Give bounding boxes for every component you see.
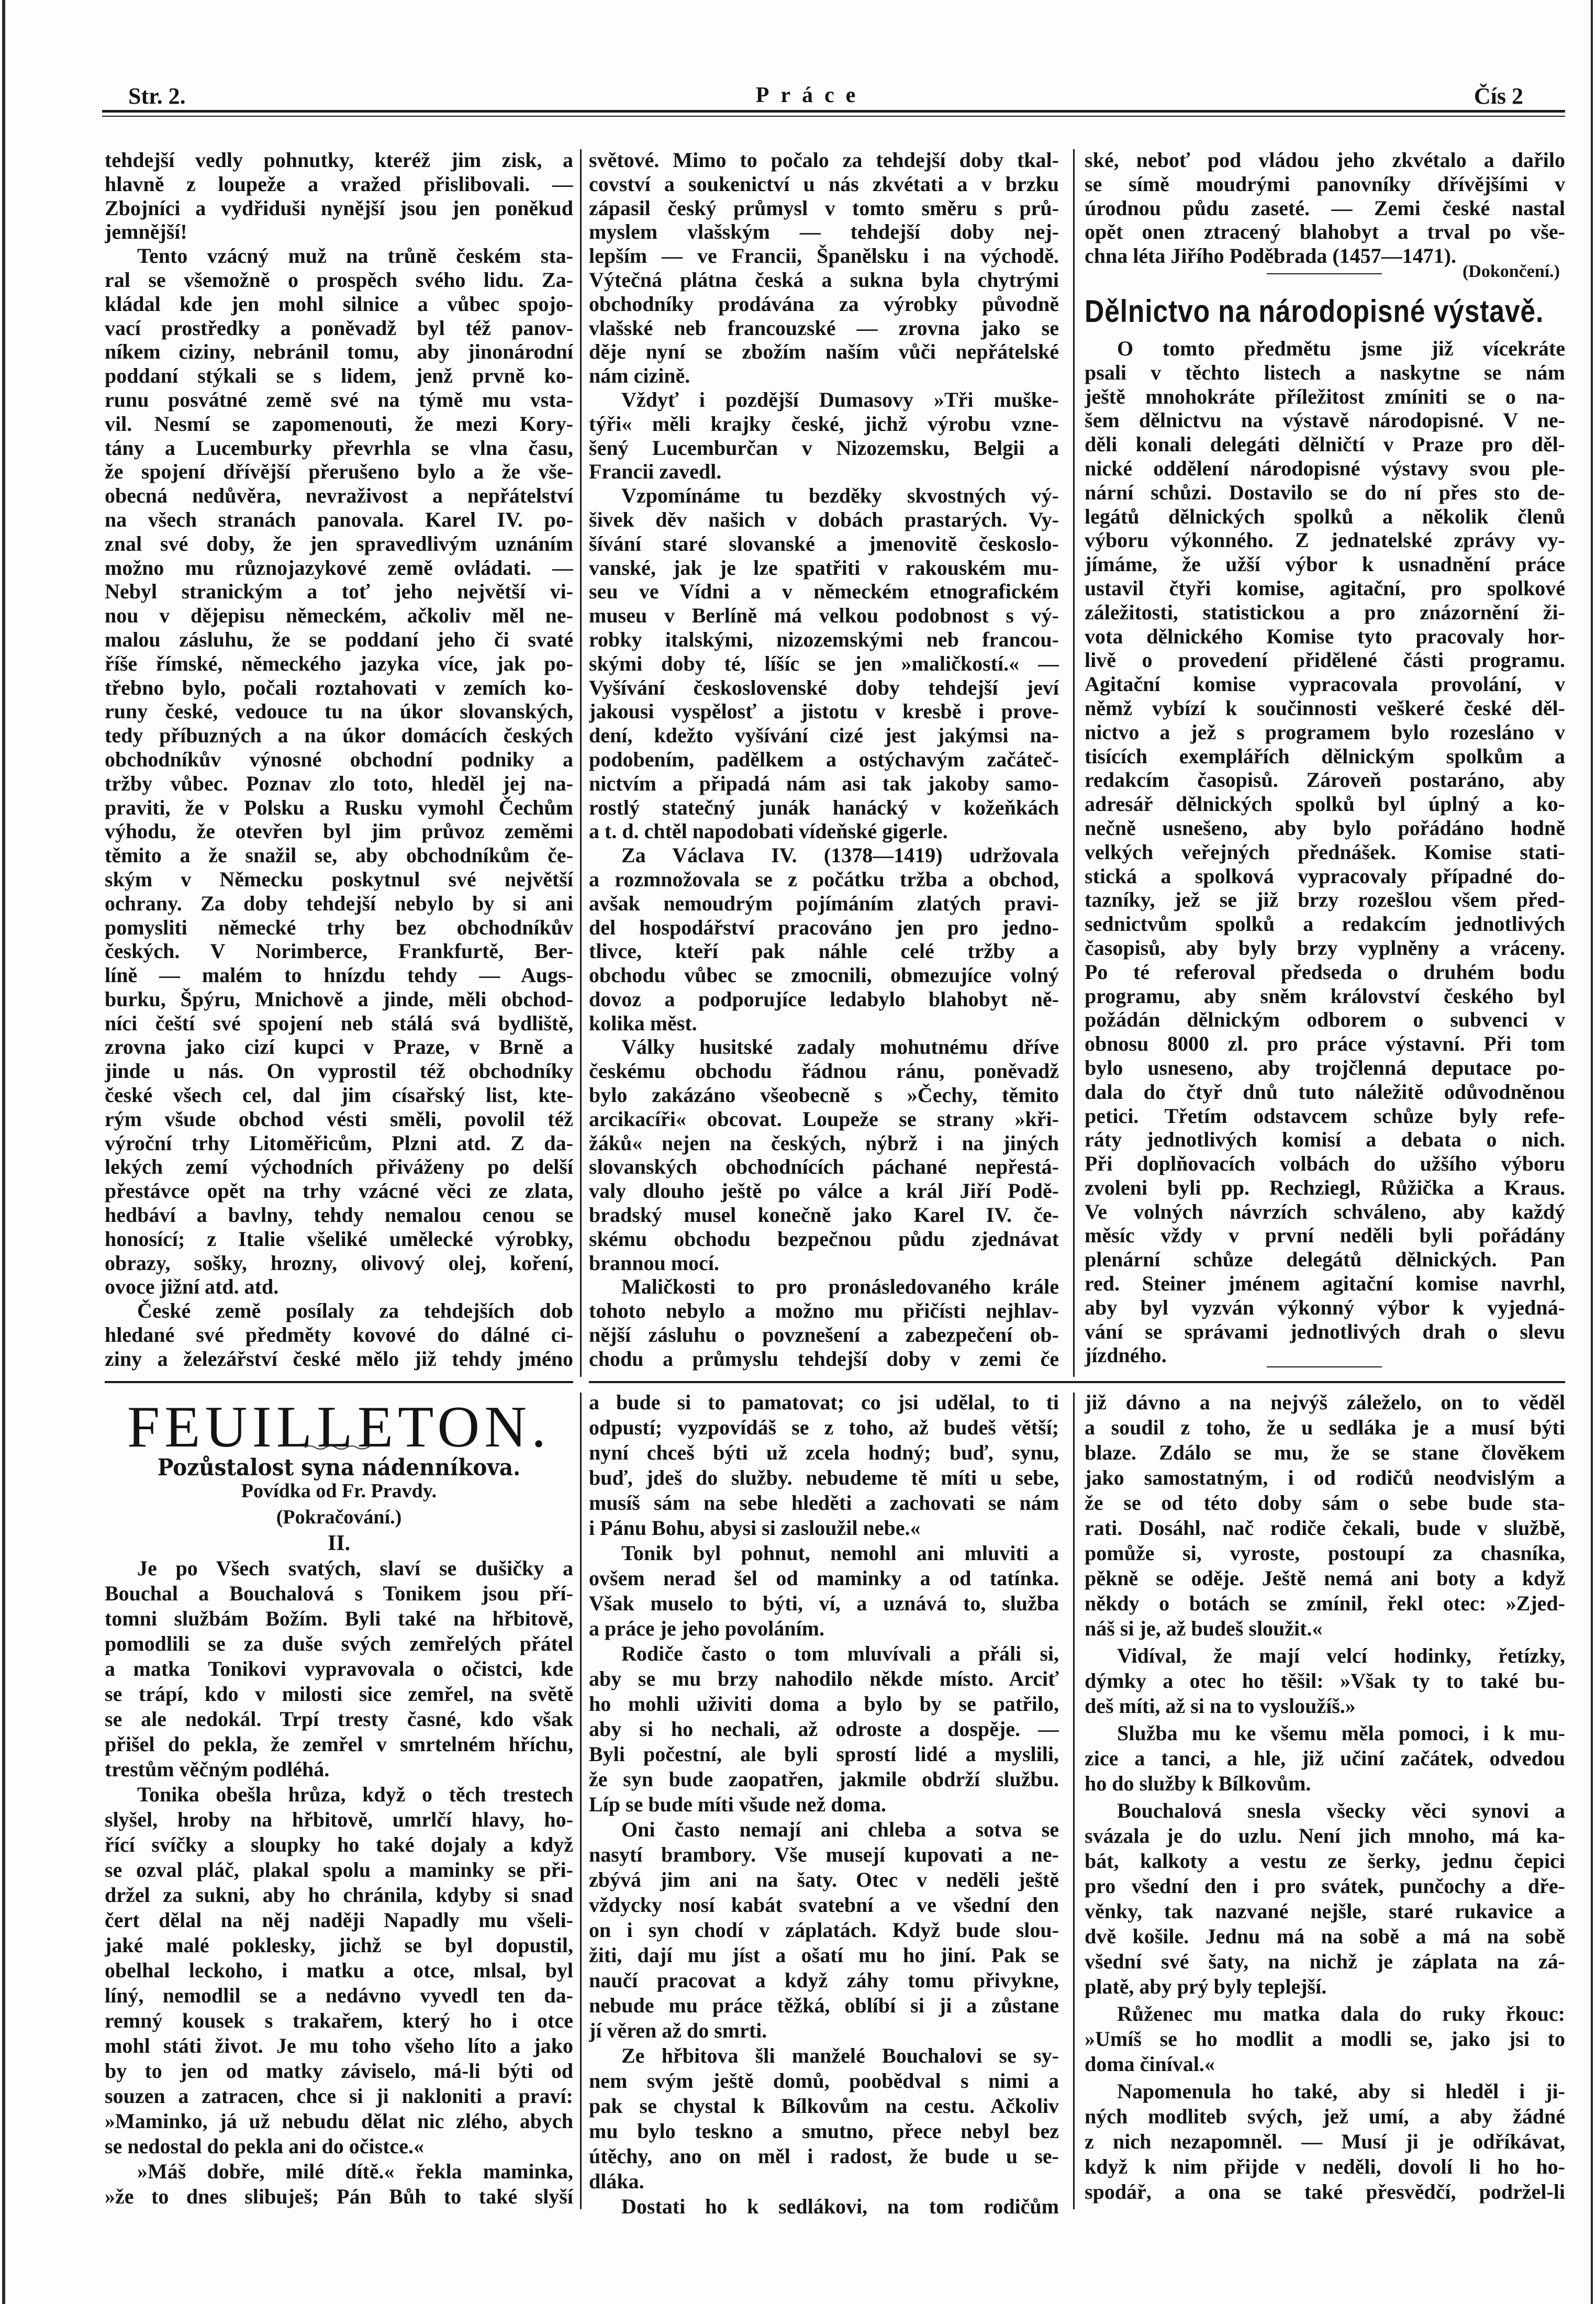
paragraph — [1085, 2001, 1565, 2077]
text-line: hedbáví a bavlny, tehdy nemalou cenou se — [105, 1203, 573, 1227]
text-line: programu, aby sněm království českého byl — [1085, 984, 1565, 1008]
text-line: říše římské, německého jazyka více, jak po- — [105, 651, 573, 675]
text-line: »Máš dobře, milé dítě.« řekla maminka, — [137, 2160, 573, 2183]
text-line: Ve volných návrzích schváleno, aby každý — [1085, 1199, 1565, 1223]
text-line: šem dělnictvu na výstavě národopisné. V ne- — [1085, 408, 1565, 432]
paragraph — [589, 1390, 1059, 1541]
paragraph — [589, 148, 1059, 388]
text-line: skými doby té, líšíc se jen »maličkostí.« — — [589, 651, 1059, 675]
chapter-number: II. — [327, 1531, 351, 1555]
text-line: možno mu různojazykové země ovládati. — — [105, 555, 573, 580]
text-line: obnosu 8000 zl. pro práce výstavní. Při tom — [1085, 1032, 1565, 1056]
text-line: robky italskými, nizozemskými neb francou- — [589, 627, 1059, 651]
continuation-note: (Pokračování.) — [276, 1506, 402, 1528]
article-column-1 — [105, 148, 573, 1371]
text-line: seu ve Vídni a v německém etnografickém — [589, 580, 1059, 604]
feuilleton-column-2 — [589, 1390, 1059, 2219]
text-line: remný kousek s trakařem, který ho i otce — [105, 2009, 573, 2032]
text-line: musíš sám na sebe hleděti a zachovati se nám — [589, 1491, 1059, 1515]
text-line: ho do služby k Bílkovům. — [1085, 1772, 1311, 1795]
text-line: ovšem nerad šel od maminky a od tatínka. — [589, 1566, 1059, 1590]
text-line: tohoto nebylo a možno mu přičísti nejhlav- — [589, 1299, 1059, 1323]
text-line: rati. Dosáhl, nač rodiče čekali, bude v službě, — [1085, 1516, 1565, 1540]
text-line: někdy o botách se zmínil, řekl otec: »Zjed- — [1085, 1591, 1565, 1615]
text-line: měsíc vždy v první neděli byli pořádány — [1085, 1223, 1565, 1248]
separator-rule — [1267, 1366, 1382, 1367]
column-divider — [1073, 1393, 1075, 2209]
text-line: pomůže si, vyroste, postoupí za chasníka, — [1085, 1541, 1565, 1565]
text-line: red. Steiner jménem agitační komise navrhl, — [1085, 1272, 1565, 1296]
text-line: praviti, že v Polsku a Rusku vymohl Čechům — [105, 795, 573, 819]
paragraph — [589, 1817, 1059, 2043]
text-line: pomodlili se za duše svých zemřelých přátel — [105, 1632, 573, 1655]
text-line: obchodníkův výnosné obchodní podniky a — [105, 747, 573, 771]
text-line: třebno bylo, počali roztahovati v zemích ko- — [105, 675, 573, 699]
text-line: a t. d. chtěl napodobati vídeňské gigerle. — [589, 819, 948, 843]
text-line: slyšel, hroby na hřbitově, umrlčí hlavy, ho- — [105, 1808, 573, 1831]
text-line: tržby vůbec. Poznav zlo toto, hleděl jej na- — [105, 771, 573, 795]
text-line: tazníky, jež se již brzy rozešlou všem před- — [1085, 888, 1565, 912]
text-line: svázala je do uzlu. Není jich mnoho, má ka- — [1085, 1824, 1565, 1847]
text-line: české všech cel, dal jim císařský list, kte- — [105, 1083, 573, 1107]
text-line: livě o provedení přidělené části programu. — [1085, 648, 1565, 672]
paragraph — [1085, 1798, 1565, 1999]
text-line: děli konali delegáti dělničtí v Praze pro děl- — [1085, 432, 1565, 457]
text-line: vždycky nosí kabát svatební a ve všední den — [589, 1893, 1059, 1917]
text-line: arcikacíři« obcovat. Loupeže se strany »kři- — [589, 1107, 1059, 1131]
text-line: aby se mu brzy nahodilo někde místo. Arciť — [589, 1667, 1059, 1690]
text-line: věnky, tak nazvané nejšle, staré rukavice a — [1085, 1899, 1565, 1923]
text-line: kolika měst. — [589, 1011, 697, 1035]
text-line: Války husitské zadaly mohutnému dříve — [621, 1035, 1059, 1059]
paragraph — [105, 1782, 573, 2159]
text-line: zrovna jako cizí kupci v Praze, v Brně a — [105, 1035, 573, 1059]
text-line: ochrany. Za doby tehdejší nebylo by si ani — [105, 891, 573, 915]
text-line: přestávce opět na trhy vzácné věci ze zlata, — [105, 1179, 573, 1203]
text-line: avšak nemoudrým pojímáním zlatých pravi- — [589, 891, 1059, 915]
text-line: dýmky a otec ho těšil: »Však ty to také bu- — [1085, 1669, 1565, 1693]
text-line: dení, kdežto vyšívání cizé jest jakýmsi na- — [589, 724, 1059, 748]
text-line: z nich nezapomněl. — Musí ji je odříkávat, — [1085, 2130, 1565, 2153]
text-line: jímáme, že užší výbor k usnadnění práce — [1085, 552, 1565, 576]
text-line: vanské, jak je lze spatřiti v rakouském mu- — [589, 555, 1059, 580]
text-line: se ozval pláč, plakal spolu a maminky se při- — [105, 1858, 573, 1882]
text-line: všední své šaty, na nichž je záplata na zá- — [1085, 1950, 1565, 1973]
text-line: Bouchal a Bouchalová s Tonikem jsou pří- — [105, 1582, 573, 1605]
text-line: Ze hřbitova šli manželé Bouchalovi se sy- — [621, 2044, 1059, 2067]
text-line: Maličkosti to pro pronásledovaného krále — [621, 1275, 1059, 1299]
text-line: řící svíčky a sloupky ho také dojaly a když — [105, 1833, 573, 1856]
text-line: aby byl vyzván výkonný výbor k vyjedná- — [1085, 1295, 1565, 1319]
text-line: pěkně se oděje. Ještě nemá ani boty a když — [1085, 1566, 1565, 1590]
text-line: nem svým ještě domů, poobědval s nimi a — [589, 2069, 1059, 2092]
scan-edge-right — [1591, 0, 1593, 2304]
text-line: slovanských obchodnících páchané nepřestá- — [589, 1155, 1059, 1179]
text-line: nictvím a připadá nám asi tak jakoby samo- — [589, 771, 1059, 795]
article-column-2 — [589, 148, 1059, 1371]
text-line: velkých veřejných přednášek. Komise stati- — [1085, 840, 1565, 864]
text-line: hlavně z loupeže a vražed přislibovali. — — [105, 172, 573, 196]
feuilleton-rule — [105, 1381, 573, 1383]
text-line: držel za sukni, aby ho chránila, kdyby si snad — [105, 1883, 573, 1907]
text-line: obecná nedůvěra, nevraživost a nepřátelství — [105, 484, 573, 508]
text-line: vota dělnického Komise tyto pracovaly hor- — [1085, 624, 1565, 648]
text-line: pro všední den i pro svátek, punčochy a dře- — [1085, 1874, 1565, 1898]
paragraph — [589, 1541, 1059, 1641]
text-line: zvoleni byli pp. Rechziegl, Růžička a Kraus. — [1085, 1175, 1565, 1199]
paragraph — [1085, 2079, 1565, 2205]
paragraph — [1085, 1643, 1565, 1719]
text-line: již dávno a na nejvýš záleželo, on to věděl — [1085, 1390, 1565, 1414]
text-line: redakcím časopisů. Zároveň postaráno, aby — [1085, 768, 1565, 792]
text-line: čert dělal na něj naději Napadly mu všeli- — [105, 1908, 573, 1932]
text-line: ské, neboť pod vládou jeho zkvétalo a dařilo — [1085, 148, 1565, 172]
text-line: doma činíval.« — [1085, 2052, 1215, 2076]
paragraph — [1085, 148, 1565, 268]
text-line: jinde u nás. On vyprostil též obchodníky — [105, 1059, 573, 1083]
text-line: ral se všemožně o prospěch svého lidu. Za- — [105, 268, 573, 292]
text-line: tedy příbuzných a na úkor domácích českých — [105, 724, 573, 748]
text-line: že syn bude zaopatřen, jakmile obdrží službu. — [589, 1767, 1059, 1791]
text-line: plenární schůze delegátů dělnických. Pan — [1085, 1248, 1565, 1272]
text-line: nární schůzi. Dostavilo se do ní přes sto de- — [1085, 480, 1565, 504]
text-line: šivek děv našich v dobách prastarých. Vy- — [589, 507, 1059, 531]
text-line: přišel do pekla, že zemřel v smrtelném hříchu, — [105, 1732, 573, 1756]
text-line: runy české, vedouce tu na úkor slovanských, — [105, 699, 573, 724]
text-line: nečně usnešeno, aby bylo pořádáno hodně — [1085, 816, 1565, 840]
text-line: časopisů, aby byly brzy vyplněny a vráceny. — [1085, 936, 1565, 960]
text-line: Růženec mu matka dala do ruky řkouc: — [1117, 2002, 1565, 2025]
text-line: výboru výkonného. Z jednatelské zprávy vy- — [1085, 528, 1565, 552]
paragraph — [589, 1641, 1059, 1817]
text-line: Však muselo to býti, ví, a uznává to, služba — [589, 1591, 1059, 1615]
text-line: tomni službám Božím. Byli také na hřbitově, — [105, 1607, 573, 1630]
text-line: mu bylo teskno a smutno, přece nebyl bez — [589, 2119, 1059, 2143]
text-line: šený Lucemburčan v Nizozemsku, Belgii a — [589, 436, 1059, 460]
text-line: petici. Třetím odstavcem schůze byly refe- — [1085, 1104, 1565, 1128]
text-line: »Umíš se ho modlit a modli se, jako jsi to — [1085, 2027, 1565, 2051]
article-column-3 — [1085, 148, 1565, 268]
text-line: ráty jednotlivých komisí a debata o nich. — [1085, 1128, 1565, 1152]
text-line: že spojení dřívější přerušeno bylo a že vše- — [105, 460, 573, 484]
newspaper-title: Práce — [755, 83, 867, 107]
text-line: se símě moudrými panovníky dřívějšími v — [1085, 172, 1565, 196]
text-line: lekých zemí východních přiváženy po delší — [105, 1155, 573, 1179]
text-line: útěchy, ano on měl i radost, že bude u se- — [589, 2144, 1059, 2168]
text-line: obelhal leckoho, i matku a otce, mlsal, byl — [105, 1958, 573, 1982]
text-line: Nebyl stranickým a toť jeho největší vi- — [105, 580, 573, 604]
text-line: poddaní stýkali se s lidem, jenž prvně ko- — [105, 364, 573, 388]
text-line: žiti, dají mu jíst a ošatí mu ho jiní. Pak se — [589, 1943, 1059, 1967]
story-author: Povídka od Fr. Pravdy. — [241, 1480, 437, 1502]
text-line: českému obchodu řádnou ránu, poněvadž — [589, 1059, 1059, 1083]
text-line: opět onen ztracený blahobyt a trval po vše- — [1085, 220, 1565, 244]
workers-article-body — [1085, 337, 1565, 1367]
text-line: Dostati ho k sedlákovi, na tom rodičům — [621, 2195, 1059, 2218]
text-line: myslem vlašským — tehdejší doby nej- — [589, 220, 1059, 244]
text-line: museu v Berlíně má velkou podobnost s vý- — [589, 604, 1059, 628]
text-line: vlašské neb francouzské — zrovna jako se — [589, 316, 1059, 340]
text-line: Tento vzácný muž na trůně českém sta- — [137, 244, 573, 268]
feuilleton-column-1 — [105, 1556, 573, 2209]
text-line: lepším — ve Francii, Španělsku i na východě. — [589, 244, 1059, 268]
text-line: Zbojníci a vydřiduši nynější jsou jen poněkud — [105, 196, 573, 220]
text-line: hledané své předměty kovové do dálné ci- — [105, 1323, 573, 1347]
column-divider — [1073, 149, 1075, 1377]
text-line: a bude si to pamatovat; co jsi udělal, to ti — [589, 1390, 1059, 1414]
text-line: souzen a zatracen, chce si ji nakloniti a praví: — [105, 2084, 573, 2108]
text-line: Je po Všech svatých, slaví se dušičky a — [137, 1556, 573, 1580]
text-line: bát, kalkoty a vestu ze šerky, jednu čepici — [1085, 1849, 1565, 1873]
text-line: Výtečná plátna česká a sukna byla chytrými — [589, 268, 1059, 292]
text-line: runu posvátné země své na týmě mu vsta- — [105, 387, 573, 411]
text-line: jaké malé poklesky, jichž se byl dopustil, — [105, 1933, 573, 1957]
text-line: bylo zakázáno všeobecně s »Čechy, těmito — [589, 1083, 1059, 1107]
column-divider — [580, 149, 582, 1377]
text-line: ných modliteb svých, jež umí, a aby žádné — [1085, 2105, 1565, 2128]
text-line: obchodníky prodávána za výrobky původně — [589, 292, 1059, 316]
paragraph — [105, 244, 573, 1299]
paragraph — [589, 388, 1059, 484]
text-line: valy dlouho ještě po válce a král Jiří Podě- — [589, 1179, 1059, 1203]
wavy-ornament — [304, 1444, 372, 1451]
text-line: aby si ho nechali, až odroste a dospěje. — — [589, 1717, 1059, 1741]
paragraph — [1085, 1390, 1565, 1641]
header-rule-thick — [102, 110, 1565, 113]
text-line: týři« měli krajky české, jichž výrobu vzne- — [589, 411, 1059, 436]
text-line: Po té referoval předseda o druhém bodu — [1085, 960, 1565, 984]
paragraph — [1085, 337, 1565, 1367]
text-line: rým všude obchod vésti směli, povolil též — [105, 1107, 573, 1131]
paragraph — [589, 843, 1059, 1035]
text-line: kládal kde jen mohl silnice a vůbec spojo- — [105, 292, 573, 316]
text-line: Bouchalová snesla všecky věci synovi a — [1117, 1799, 1565, 1822]
text-line: naučí pracovat a když záhy tomu přivykne, — [589, 1968, 1059, 1992]
issue-number: Čís 2 — [1474, 83, 1523, 109]
text-line: se nedostal do pekla ani do očistce.« — [105, 2134, 425, 2158]
text-line: tehdejší vedly pohnutky, kteréž jim zisk, a — [105, 148, 573, 172]
paragraph — [1085, 1721, 1565, 1796]
text-line: na všech stranách panovala. Karel IV. po- — [105, 507, 573, 531]
text-line: psali v těchto listech a naskytne se nám — [1085, 360, 1565, 384]
text-line: dláka. — [589, 2169, 644, 2193]
text-line: odpustí; vyzpovídáš se z toho, až budeš větší; — [589, 1416, 1059, 1439]
text-line: náš si je, až budeš sloužit.« — [1085, 1617, 1323, 1640]
text-line: »že to dnes slibuješ; Pán Bůh to také slyší — [105, 2185, 573, 2208]
text-line: O tomto předmětu jsme již vícekráte — [1117, 337, 1565, 360]
text-line: Vyšívání československé doby tehdejší jeví — [589, 675, 1059, 699]
text-line: zbývá jim ani na šaty. Otec v neděli ještě — [589, 1868, 1059, 1891]
text-line: českých. V Norimberce, Frankfurtě, Ber- — [105, 939, 573, 963]
text-line: legátů dělnických spolků a několik členů — [1085, 504, 1565, 528]
text-line: znal své doby, že jen spravedlivým uznáním — [105, 531, 573, 555]
text-line: ho mohli uživiti doma a bylo by se patřilo, — [589, 1692, 1059, 1716]
text-line: ještě mnohokráte příležitost zmíniti se o na- — [1085, 384, 1565, 408]
text-line: jízdného. — [1085, 1343, 1167, 1367]
text-line: se ale nedokál. Trpí tresty časné, kdo však — [105, 1707, 573, 1731]
text-line: by to jen od matky záviselo, má-li býti od — [105, 2059, 573, 2083]
continued-note: (Dokončení.) — [1462, 262, 1560, 281]
page-number: Str. 2. — [128, 83, 186, 109]
text-line: nické oddělení národopisné výstavy svou ple- — [1085, 456, 1565, 480]
text-line: požádán dělnickým odborem o subvenci v — [1085, 1008, 1565, 1032]
story-title: Pozůstalost syna nádenníkova. — [157, 1454, 521, 1481]
scan-edge-left — [2, 0, 5, 2304]
article-headline: Dělnictvo na národopisné výstavě. — [1085, 294, 1544, 329]
text-line: bradský musel konečně jako Karel IV. če- — [589, 1203, 1059, 1227]
text-line: záležitosti, statistickou a pro znázornění ži- — [1085, 600, 1565, 624]
text-line: obchodu vůbec se zmocnili, obmezujíce volný — [589, 963, 1059, 987]
text-line: sednictvům spolků a redakcím jednotlivých — [1085, 912, 1565, 936]
text-line: blaze. Zdálo se mu, že se stane člověkem — [1085, 1441, 1565, 1464]
text-line: žáků« nejen na českých, nýbrž i na jiných — [589, 1131, 1059, 1155]
text-line: úrodnou půdu zaseté. — Zemi české nastal — [1085, 196, 1565, 220]
text-line: šívání staré slovanské a jmenovitě českoslo- — [589, 531, 1059, 555]
text-line: světové. Mimo to počalo za tehdejší doby tkal- — [589, 148, 1059, 172]
text-line: deš míti, až si na to vysloužíš.» — [1085, 1694, 1356, 1718]
text-line: Při doplňovacích volbách do užšího výboru — [1085, 1152, 1565, 1176]
text-line: výroční trhy Litoměřicům, Plzni atd. Z da- — [105, 1131, 573, 1155]
paragraph — [105, 2159, 573, 2209]
text-line: vání se správami jednotlivých drah o slevu — [1085, 1319, 1565, 1343]
text-line: skému obchodu bezpečnou půdu zjednávat — [589, 1227, 1059, 1251]
text-line: níci čeští své spojení neb stálá svá bydliště, — [105, 1011, 573, 1035]
text-line: adresář dělnických spolků byl úplný a ko- — [1085, 792, 1565, 816]
text-line: že se od této doby sám o sebe bude sta- — [1085, 1491, 1565, 1515]
text-line: i Pánu Bohu, abysi si zasloužil nebe.« — [589, 1516, 921, 1540]
text-line: pak se chystal k Bílkovům na cestu. Ačkoliv — [589, 2094, 1059, 2118]
paragraph — [105, 1556, 573, 1782]
text-line: nasytí brambory. Vše musejí kupovati a ne- — [589, 1843, 1059, 1866]
text-line: tány a Lucemburky převrhla se vlna času, — [105, 436, 573, 460]
text-line: níkem ciziny, nebránil tomu, aby jinonárodní — [105, 340, 573, 364]
text-line: nou v dějepisu německém, ačkoliv měl ne- — [105, 604, 573, 628]
text-line: pomysliti německé trhy bez obchodníkův — [105, 915, 573, 939]
column-divider — [580, 1393, 582, 2209]
text-line: děje nyní se zbožím naším vůči nepřátelské — [589, 340, 1059, 364]
text-line: a rozmnožovala se z počátku tržba a obchod, — [589, 867, 1059, 891]
text-line: mohl státi život. Je mu toho všeho líto a jako — [105, 2034, 573, 2057]
text-line: němž vybízí k součinnosti veškeré české děl- — [1085, 696, 1565, 720]
paragraph — [589, 484, 1059, 843]
paragraph — [589, 2194, 1059, 2219]
text-line: líný, nemodlil se a nedávno vyvedl ten da- — [105, 1984, 573, 2007]
text-line: ustavil čtyři komise, agitační, pro spolkové — [1085, 576, 1565, 600]
text-line: nictvo a jež s programem bylo rozesláno v — [1085, 720, 1565, 744]
text-line: brannou mocí. — [589, 1251, 719, 1275]
text-line: Oni často nemají ani chleba a sotva se — [621, 1818, 1059, 1841]
text-line: Za Václava IV. (1378—1419) udržovala — [621, 843, 1059, 867]
text-line: bylo usneseno, aby trojčlenná deputace po- — [1085, 1055, 1565, 1079]
text-line: těmito a že snažil se, aby obchodníkům če- — [105, 843, 573, 867]
text-line: Líp se bude míti všude než doma. — [589, 1793, 886, 1816]
text-line: nější zásluhu o povznešení a zabezpečení ob- — [589, 1323, 1059, 1347]
text-line: Tonik byl pohnut, nemohl ani mluviti a — [621, 1541, 1059, 1565]
text-line: České země posílaly za tehdejších dob — [137, 1299, 573, 1323]
text-line: platě, aby prý byly teplejší. — [1085, 1975, 1327, 1998]
header-rule-thin — [102, 116, 1565, 117]
feuilleton-rule — [589, 1381, 1565, 1383]
text-line: malou zásluhu, že se poddaní jeho či svaté — [105, 627, 573, 651]
text-line: zápasil český průmysl v tomto směru s prů- — [589, 196, 1059, 220]
text-line: jemnější! — [105, 220, 187, 244]
text-line: podobením, padělkem a ostýchavým začáteč- — [589, 747, 1059, 771]
text-line: zice a tanci, a hle, již učiní začátek, odvedou — [1085, 1746, 1565, 1770]
text-line: Rodiče často o tom mluvívali a přáli si, — [621, 1642, 1059, 1665]
text-line: nebude mu práce těžká, oblíbí si ji a zůstane — [589, 1994, 1059, 2017]
text-line: ovoce jižní atd. atd. — [105, 1275, 279, 1299]
text-line: tisících exemplářích dělnickým spolkům a — [1085, 744, 1565, 768]
text-line: spodář, a ona se také přesvědčí, podržel-li — [1085, 2180, 1565, 2203]
text-line: a matka Tonikovi vypravovala o očistci, kde — [105, 1657, 573, 1680]
paragraph — [589, 2043, 1059, 2194]
text-line: chna léta Jiřího Poděbrada (1457—1471). — [1085, 244, 1456, 268]
feuilleton-column-3 — [1085, 1390, 1565, 2207]
text-line: Vždyť i pozdější Dumasovy »Tři muške- — [621, 387, 1059, 411]
paragraph — [105, 148, 573, 244]
paragraph — [105, 1299, 573, 1371]
text-line: del hospodářství pracováno jen pro jedno- — [589, 915, 1059, 939]
text-line: výhodu, že otevřen byl jim průvoz zeměmi — [105, 819, 573, 843]
text-line: vací prostředky a poněvadž byl též panov- — [105, 316, 573, 340]
text-line: Napomenula ho také, aby si hleděl i ji- — [1117, 2079, 1565, 2103]
text-line: trestům věčným podléhá. — [105, 1757, 330, 1781]
text-line: ským v Německu poskytnul své největší — [105, 867, 573, 891]
paragraph — [589, 1035, 1059, 1275]
text-line: dvě košile. Jednu má na sobě a má na sobě — [1085, 1924, 1565, 1948]
text-line: covství a soukenictví u nás zkvétati a v brzku — [589, 172, 1059, 196]
text-line: obrazy, sošky, hrozny, olivový olej, koření, — [105, 1251, 573, 1275]
text-line: Byli počestní, ale byli sprostí lidé a myslili, — [589, 1742, 1059, 1766]
text-line: »Maminko, já už nebudu dělat nic zlého, abych — [105, 2109, 573, 2133]
text-line: nyní chceš býti už zcela hodný; buď, synu, — [589, 1441, 1059, 1464]
text-line: když k nim přijde v neděli, dovolí li ho ho- — [1085, 2155, 1565, 2178]
text-line: on i syn chodí v záplatách. Když bude slou- — [589, 1918, 1059, 1942]
text-line: Vzpomínáme tu bezděky skvostných vý- — [621, 484, 1059, 508]
text-line: se trápí, kdo v milosti sice zemřel, na světě — [105, 1682, 573, 1706]
text-line: Tonika obešla hrůza, když o těch trestech — [137, 1783, 573, 1806]
text-line: jí věren až do smrti. — [589, 2019, 767, 2042]
separator-rule — [1267, 273, 1382, 274]
text-line: Agitační komise vypracovala provolání, v — [1085, 672, 1565, 696]
text-line: jakousi vyspělosť a jistotu v kresbě i prove- — [589, 699, 1059, 724]
text-line: líně — malém to hnízdu tehdy — Augs- — [105, 963, 573, 987]
text-line: dala do čtyř dnů tuto náležitě odůvodněnou — [1085, 1079, 1565, 1104]
feuilleton-heading: FEUILLETON. — [127, 1395, 551, 1460]
text-line: a práce je jeho povoláním. — [589, 1617, 824, 1640]
text-line: Vidíval, že mají velcí hodinky, řetízky, — [1117, 1644, 1565, 1667]
text-line: nám cizině. — [589, 364, 690, 388]
text-line: tlivce, kteří pak náhle celé tržby a — [589, 939, 1059, 963]
text-line: Francii zavedl. — [589, 460, 722, 484]
text-line: honosící; z Italie všeliké umělecké výrobky, — [105, 1227, 573, 1251]
text-line: rostlý statečný junák hanácký v kožeňkách — [589, 795, 1059, 819]
text-line: chodu a průmyslu tehdejší doby v zemi če — [589, 1346, 1059, 1371]
text-line: burku, Špýru, Mnichově a jinde, měli obchod- — [105, 987, 573, 1011]
text-line: Služba mu ke všemu měla pomoci, i k mu- — [1117, 1721, 1565, 1745]
text-line: vil. Nesmí se zapomenouti, že mezi Kory- — [105, 411, 573, 436]
text-line: stická a spolková vypracovaly případné do- — [1085, 864, 1565, 888]
text-line: a soudil z toho, že u sedláka je a musí býti — [1085, 1416, 1565, 1439]
text-line: ziny a železářství české mělo již tehdy jméno — [105, 1346, 573, 1371]
text-line: buď, jdeš do služby. nebudeme tě míti u sebe, — [589, 1466, 1059, 1489]
text-line: dovoz a podporujíce ledabylo blahobyt ně- — [589, 987, 1059, 1011]
paragraph — [589, 1275, 1059, 1371]
text-line: jako samostatným, i od rodičů neodvislým a — [1085, 1466, 1565, 1489]
